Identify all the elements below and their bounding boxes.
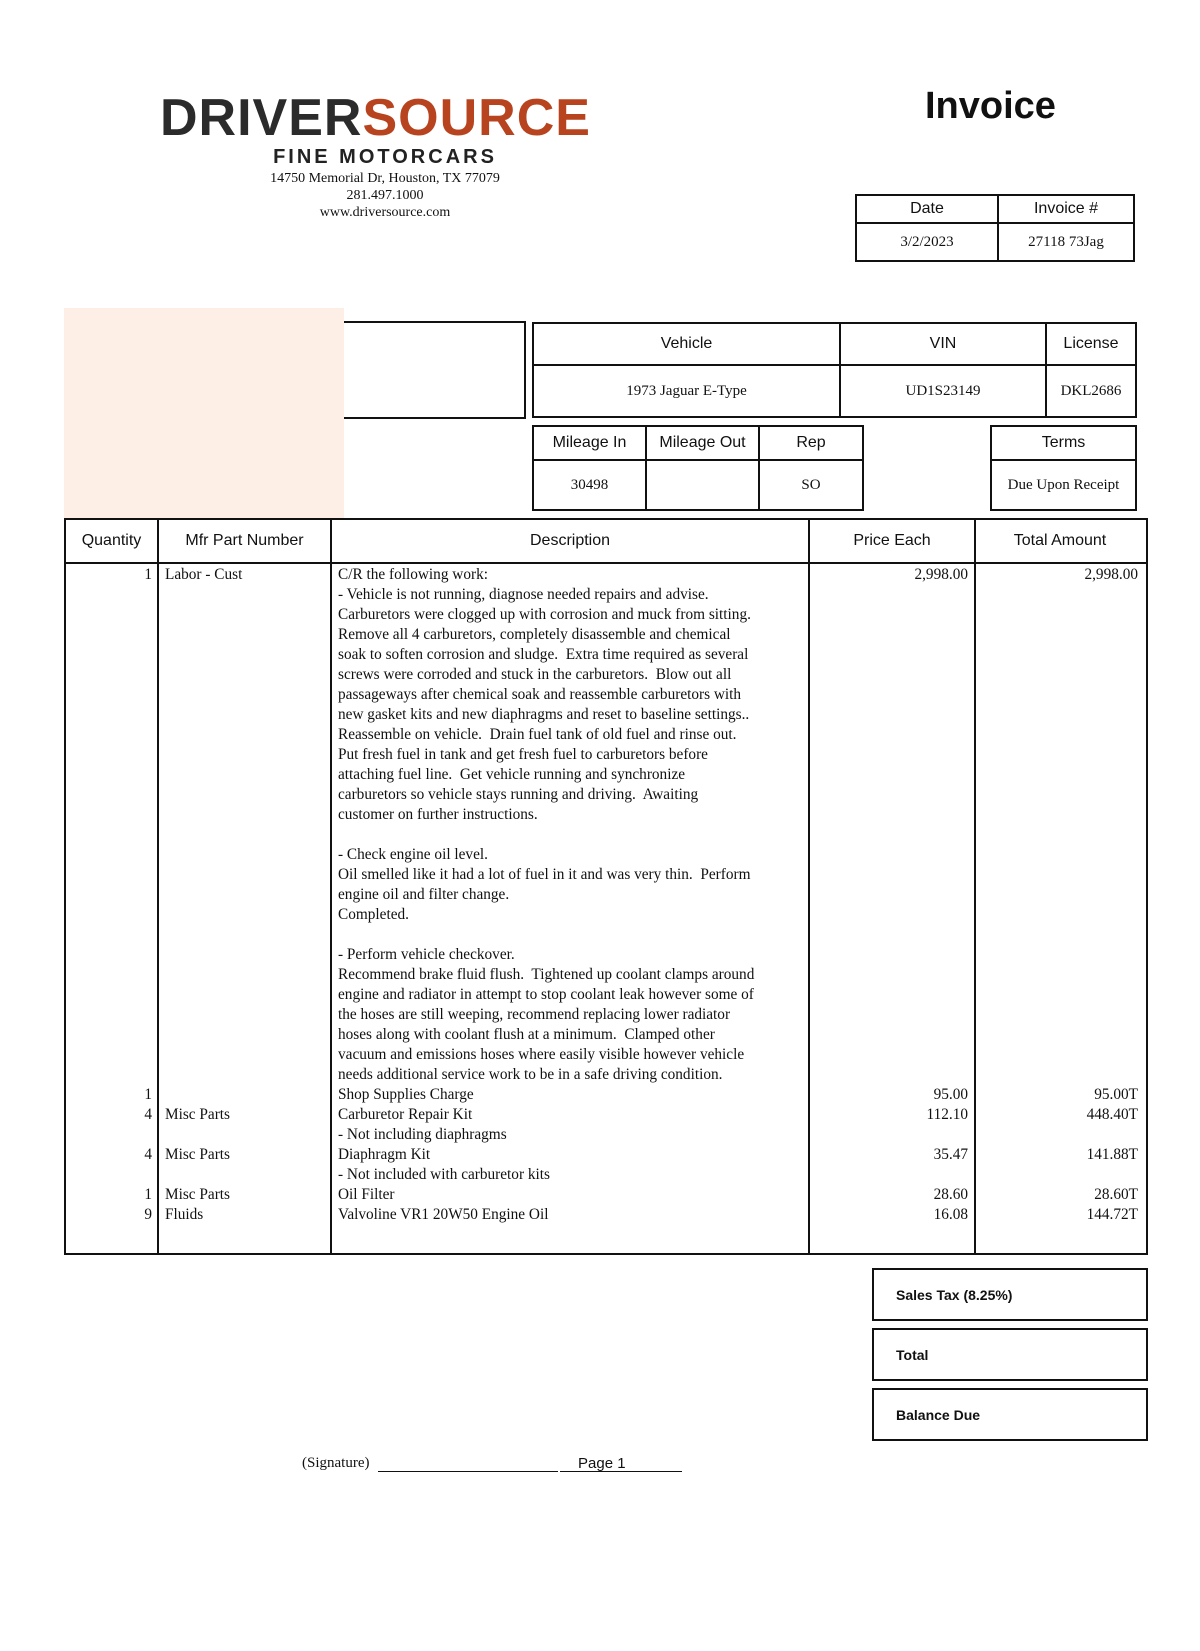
terms-value: Due Upon Receipt [991, 460, 1136, 510]
vehicle-value: 1973 Jaguar E-Type [533, 365, 840, 417]
row-price: 95.00 [933, 1086, 968, 1103]
company-logo [160, 89, 591, 147]
row-price: 112.10 [926, 1106, 968, 1123]
header-description: Description [529, 532, 611, 549]
company-address: 14750 Memorial Dr, Houston, TX 77079 [270, 171, 500, 186]
labor-total: 2,998.00 [1084, 566, 1138, 583]
balance-due-label: Balance Due [896, 1407, 981, 1423]
vin-value: UD1S23149 [840, 365, 1046, 417]
terms-label: Terms [991, 426, 1136, 460]
line-items-table [64, 518, 1148, 1255]
labor-description: C/R the following work: - Vehicle is not running, diagnose needed repairs and advise. Carburetors were clogged up with corrosion and muck from sitting. Remove all 4 carburetors, completely disassemble and chemical soak to soften corrosion and sludge. Extra time required as several screws were corroded and stuck in the carburetors. Blow out all passageways after chemical soak and reassemble carburetors with new gasket kits and new diaphragms and reset to baseline settings.. Reassemble on vehicle. Drain fuel tank of old fuel and rinse out. Put fresh fuel in tank and get fresh fuel to carburetors before attaching fuel line. Get vehicle running and synchronize carburetors so vehicle stays running and driving. Awaiting customer on further instructions. - Check engine oil level. Oil smelled like it had a lot of fuel in it and was very thin. Perform engine oil and filter change. Completed. - Perform vehicle checkover. Recommend brake fluid flush. Tightened up coolant clamps around engine and radiator in attempt to stop coolant leak however some of the hoses are still weeping, recommend replacing lower radiator hoses along with coolant flush at a minimum. Clamped other vacuum and emissions hoses where easily visible however vehicle needs additional service work to be in a safe driving condition. [338, 566, 755, 1083]
header-price-each: Price Each [853, 532, 931, 549]
row-description: Carburetor Repair Kit [338, 1106, 473, 1123]
vin-label: VIN [840, 323, 1046, 365]
labor-price: 2,998.00 [914, 566, 968, 583]
page-number: Page 1 [578, 1455, 626, 1472]
row-description: Shop Supplies Charge [338, 1086, 474, 1103]
terms-table [990, 425, 1137, 511]
row-total: 448.40T [1086, 1106, 1138, 1123]
row-note: - Not included with carburetor kits [338, 1166, 550, 1183]
row-total: 95.00T [1094, 1086, 1138, 1103]
page-line [560, 1471, 682, 1472]
row-qty: 1 [144, 1086, 152, 1103]
row-part: Misc Parts [165, 1106, 231, 1123]
balance-due-box [872, 1388, 1148, 1441]
vehicle-table [532, 322, 1137, 418]
signature-label: (Signature) [302, 1455, 370, 1471]
labor-part: Labor - Cust [165, 566, 243, 583]
rep-value: SO [759, 460, 863, 510]
header-quantity: Quantity [81, 532, 142, 549]
mileage-in-value: 30498 [533, 460, 646, 510]
row-qty: 1 [144, 1186, 152, 1203]
company-subtitle: FINE MOTORCARS [273, 146, 497, 168]
row-total: 144.72T [1086, 1206, 1138, 1223]
rep-label: Rep [759, 426, 863, 460]
row-qty: 4 [144, 1146, 152, 1163]
row-total: 28.60T [1094, 1186, 1138, 1203]
row-description: Diaphragm Kit [338, 1146, 431, 1163]
invoice-date: 3/2/2023 [856, 223, 998, 261]
customer-redacted-block [64, 308, 344, 518]
row-qty: 9 [144, 1206, 152, 1223]
row-qty: 4 [144, 1106, 152, 1123]
row-part: Fluids [165, 1206, 204, 1223]
license-value: DKL2686 [1046, 365, 1136, 417]
row-total: 141.88T [1086, 1146, 1138, 1163]
mileage-table [532, 425, 864, 511]
signature-line [378, 1471, 558, 1472]
total-box [872, 1328, 1148, 1381]
vehicle-label: Vehicle [533, 323, 840, 365]
sales-tax-label: Sales Tax (8.25%) [896, 1287, 1013, 1303]
logo-text-driver: DRIVER [160, 89, 363, 147]
column-divider [157, 520, 159, 1253]
row-price: 16.08 [933, 1206, 968, 1223]
invoice-number: 27118 73Jag [998, 223, 1134, 261]
invoice-title: Invoice [925, 85, 1056, 127]
license-label: License [1046, 323, 1136, 365]
customer-box [344, 321, 526, 419]
total-label: Total [896, 1347, 929, 1363]
mileage-in-label: Mileage In [533, 426, 646, 460]
row-description: Oil Filter [338, 1186, 395, 1203]
row-description: Valvoline VR1 20W50 Engine Oil [338, 1206, 549, 1223]
row-note: - Not including diaphragms [338, 1126, 507, 1143]
invoice-info-table [855, 194, 1135, 262]
header-divider [66, 562, 1146, 564]
header-total-amount: Total Amount [1013, 532, 1107, 549]
mileage-out-label: Mileage Out [646, 426, 759, 460]
sales-tax-box [872, 1268, 1148, 1321]
row-price: 28.60 [933, 1186, 968, 1203]
labor-qty: 1 [144, 566, 152, 583]
company-phone: 281.497.1000 [346, 188, 424, 203]
column-divider [330, 520, 332, 1253]
invoice-number-label: Invoice # [998, 195, 1134, 223]
mileage-out-value [646, 460, 759, 510]
header-part-number: Mfr Part Number [185, 532, 304, 549]
column-divider [974, 520, 976, 1253]
row-part: Misc Parts [165, 1186, 231, 1203]
row-part: Misc Parts [165, 1146, 231, 1163]
date-label: Date [856, 195, 998, 223]
row-price: 35.47 [933, 1146, 968, 1163]
company-website: www.driversource.com [319, 205, 451, 220]
logo-text-source: SOURCE [362, 89, 591, 147]
